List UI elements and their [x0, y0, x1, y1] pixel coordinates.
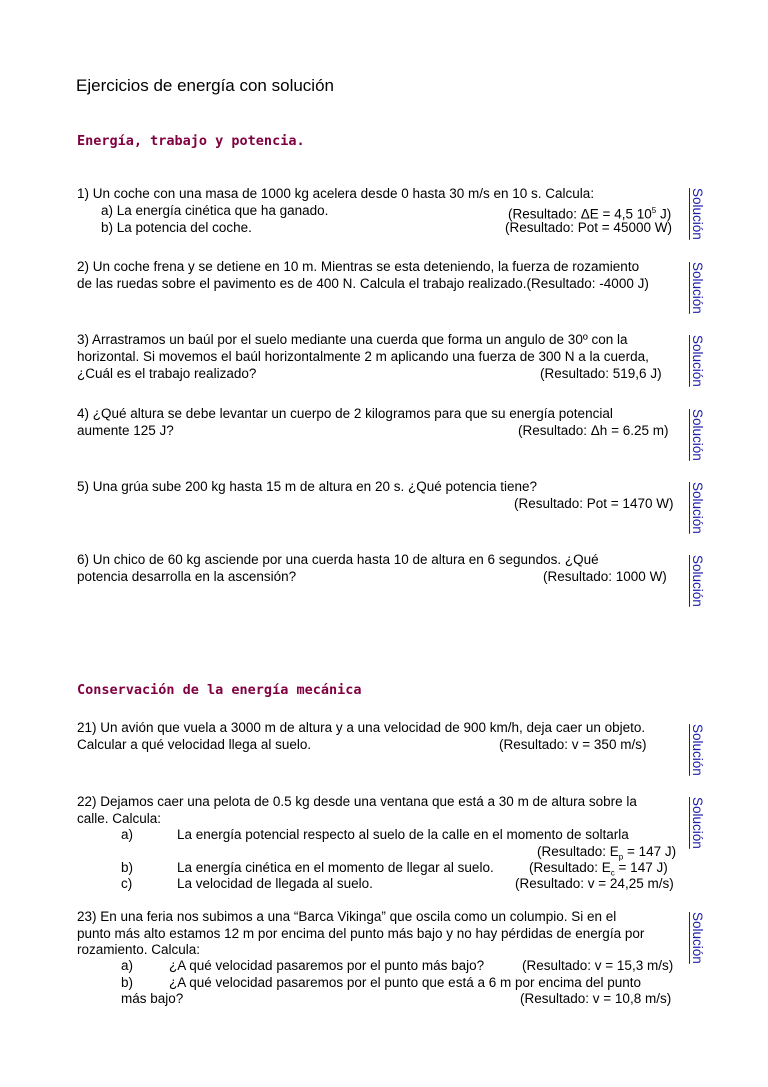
- exercise-1-part-b-result: (Resultado: Pot = 45000 W): [505, 220, 672, 235]
- exercise-23-part-a: ¿A qué velocidad pasaremos por el punto más bajo?: [169, 958, 485, 973]
- exercise-21-line-2: Calcular a qué velocidad llega al suelo.: [77, 737, 312, 752]
- exercise-22-part-a-result: (Resultado: $E_p = 147$ J): [537, 844, 677, 862]
- exercise-22-c-label: c): [121, 876, 133, 891]
- exercise-23-a-label: a): [121, 958, 134, 973]
- exercise-5-result: (Resultado: Pot = 1470 W): [514, 496, 674, 511]
- exercise-23-part-b-cont: más bajo?: [121, 991, 184, 1006]
- section-heading-energy-work-power: Energía, trabajo y potencia.: [77, 133, 305, 149]
- exercise-4-result: (Resultado: Δh = 6.25 m): [518, 423, 669, 438]
- exercise-4-line-1: 4) ¿Qué altura se debe levantar un cuerpo de 2 kilogramos para que su energía potencial: [77, 406, 613, 421]
- exercise-22-part-b-result: (Resultado: $E_c = 147$ J): [529, 860, 668, 878]
- exercise-4-line-2: aumente 125 J?: [77, 423, 174, 438]
- exercise-23-line-3: rozamiento. Calcula:: [77, 942, 201, 957]
- exercise-22-a-label: a): [121, 827, 134, 842]
- exercise-3-line-3: ¿Cuál es el trabajo realizado?: [77, 366, 257, 381]
- solution-link-4[interactable]: Solución: [690, 409, 705, 461]
- solution-link-3[interactable]: Solución: [690, 335, 705, 387]
- exercise-23-part-b: ¿A qué velocidad pasaremos por el punto que está a 6 m por encima del punto: [169, 975, 642, 990]
- exercise-22-part-c-result: (Resultado: v = 24,25 m/s): [515, 876, 674, 891]
- exercise-3-line-1: 3) Arrastramos un baúl por el suelo mediante una cuerda que forma un angulo de 30º con la: [77, 332, 628, 347]
- exercise-1-part-b: b) La potencia del coche.: [101, 220, 252, 235]
- page-title: Ejercicios de energía con solución: [76, 76, 334, 95]
- exercise-22-line-2: calle. Calcula:: [77, 811, 162, 826]
- exercise-22-b-label: b): [121, 860, 134, 875]
- exercise-23-line-1: 23) En una feria nos subimos a una “Barca Vikinga” que oscila como un columpio. Si en el: [77, 909, 617, 924]
- exercise-6-line-1: 6) Un chico de 60 kg asciende por una cuerda hasta 10 de altura en 6 segundos. ¿Qué: [77, 552, 599, 567]
- solution-link-2[interactable]: Solución: [690, 262, 705, 314]
- exercise-22-part-c: La velocidad de llegada al suelo.: [177, 876, 373, 891]
- exercise-23-part-b-result: (Resultado: v = 10,8 m/s): [520, 991, 672, 1006]
- exercise-3-result: (Resultado: 519,6 J): [540, 366, 662, 381]
- exercise-5-line-1: 5) Una grúa sube 200 kg hasta 15 m de altura en 20 s. ¿Qué potencia tiene?: [77, 479, 538, 494]
- exercise-3-line-2: horizontal. Si movemos el baúl horizontalmente 2 m aplicando una fuerza de 300 N a la cuerda,: [77, 349, 649, 364]
- solution-link-21[interactable]: Solución: [690, 724, 705, 776]
- exercise-23-line-2: punto más alto estamos 12 m por encima del punto más bajo y no hay pérdidas de energía por: [77, 926, 645, 941]
- exercise-21-line-1: 21) Un avión que vuela a 3000 m de altura y a una velocidad de 900 km/h, deja caer un objeto.: [77, 720, 646, 735]
- section-heading-mechanical-energy: Conservación de la energía mecánica: [77, 682, 362, 698]
- solution-link-5[interactable]: Solución: [690, 482, 705, 534]
- exercise-23-part-a-result: (Resultado: v = 15,3 m/s): [522, 958, 674, 973]
- exercise-23-b-label: b): [121, 975, 134, 990]
- exercise-1-part-a-result: (Resultado: ΔE = 4,5 $10^5$ J): [508, 206, 672, 222]
- exercise-22-part-a: La energía potencial respecto al suelo de la calle en el momento de soltarla: [177, 827, 629, 842]
- exercise-6-line-2: potencia desarrolla en la ascensión?: [77, 569, 297, 584]
- exercise-1-question: 1) Un coche con una masa de 1000 kg acelera desde 0 hasta 30 m/s en 10 s. Calcula:: [77, 186, 595, 201]
- solution-link-23[interactable]: Solución: [690, 912, 705, 964]
- exercise-2-line-2: de las ruedas sobre el pavimento es de 400 N. Calcula el trabajo realizado.(Resultado: -4000 J): [77, 276, 649, 291]
- exercise-2-line-1: 2) Un coche frena y se detiene en 10 m. Mientras se esta deteniendo, la fuerza de rozamiento: [77, 259, 640, 274]
- exercise-22-line-1: 22) Dejamos caer una pelota de 0.5 kg desde una ventana que está a 30 m de altura sobre la: [77, 794, 637, 809]
- exercise-6-result: (Resultado: 1000 W): [543, 569, 667, 584]
- solution-link-6[interactable]: Solución: [690, 555, 705, 607]
- exercise-1-part-a: a) La energía cinética que ha ganado.: [101, 203, 329, 218]
- solution-link-1[interactable]: Solución: [690, 188, 705, 240]
- exercise-21-result: (Resultado: v = 350 m/s): [499, 737, 647, 752]
- solution-link-22[interactable]: Solución: [690, 797, 705, 849]
- exercise-22-part-b: La energía cinética en el momento de llegar al suelo.: [177, 860, 494, 875]
